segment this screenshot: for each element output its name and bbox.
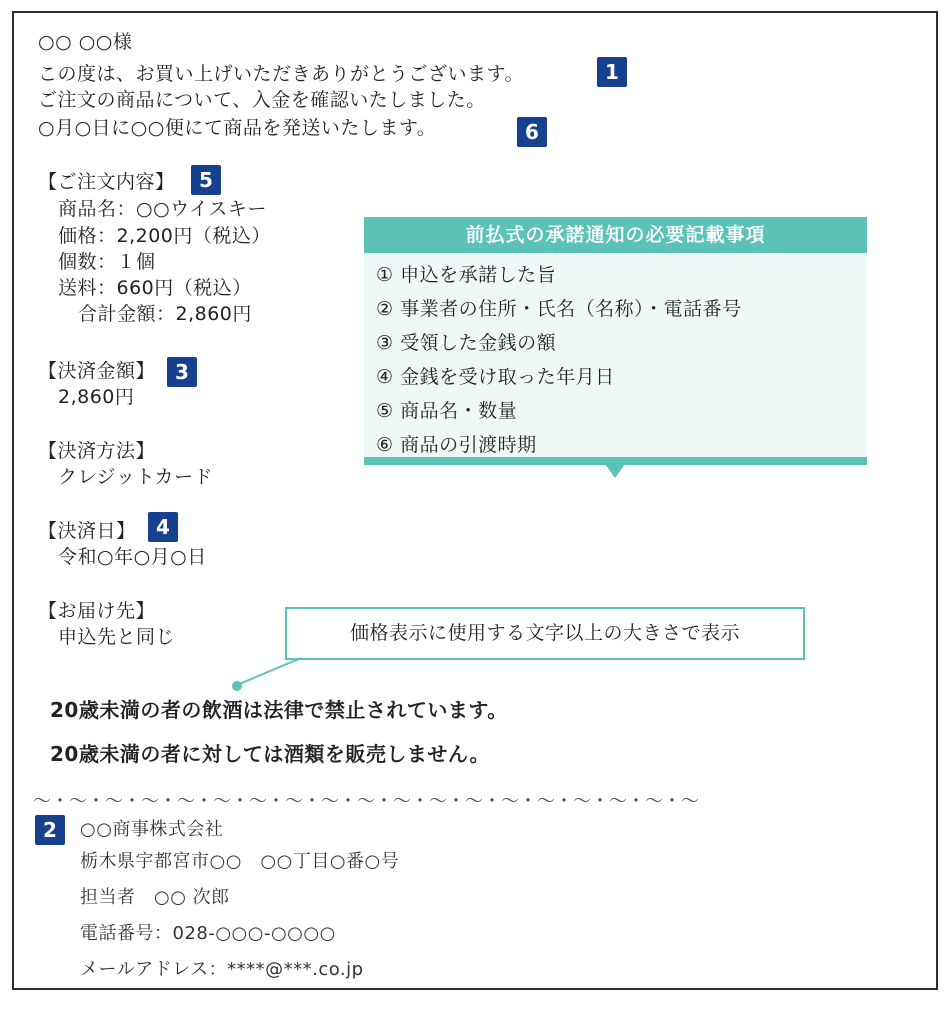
greeting-line-1: この度は、お買い上げいただきありがとうございます。 (38, 63, 524, 85)
order-total: 合計金額：2,860円 (78, 303, 252, 325)
callout-leader-line (228, 655, 308, 695)
requirements-box (364, 217, 867, 465)
badge-5: 5 (191, 165, 221, 195)
warning-line-1: 20歳未満の者の飲酒は法律で禁止されています。 (50, 698, 508, 722)
greeting-line-3: ○月○日に○○便にて商品を発送いたします。 (38, 117, 437, 139)
font-size-callout: 価格表示に使用する文字以上の大きさで表示 (285, 607, 805, 660)
warning-line-2: 20歳未満の者に対しては酒類を販売しません。 (50, 742, 491, 766)
payment-date-value: 令和○年○月○日 (58, 546, 207, 568)
order-price: 価格：2,200円（税込） (58, 225, 271, 247)
badge-2: 2 (35, 815, 65, 845)
requirements-list (364, 253, 867, 462)
payment-method-value: クレジットカード (58, 466, 213, 488)
delivery-heading: 【お届け先】 (38, 600, 156, 622)
payment-date-heading: 【決済日】 (38, 520, 136, 542)
signature-address: 栃木県宇都宮市○○ ○○丁目○番○号 (80, 851, 400, 872)
wave-divider: ～・～・～・～・～・～・～・～・～・～・～・～・～・～・～・～・～・～・～ (33, 791, 699, 812)
signature-contact: 担当者 ○○ 次郎 (80, 887, 230, 908)
requirement-item: ⑥ 商品の引渡時期 (376, 434, 537, 456)
payment-amount-value: 2,860円 (58, 386, 135, 408)
signature-phone: 電話番号：028-○○○-○○○○ (80, 923, 336, 944)
badge-1: 1 (597, 57, 627, 87)
order-shipping: 送料：660円（税込） (58, 277, 252, 299)
requirement-item: ② 事業者の住所・氏名（名称）・電話番号 (376, 298, 742, 320)
payment-amount-heading: 【決済金額】 (38, 360, 156, 382)
requirement-item: ① 申込を承諾した旨 (376, 264, 557, 286)
order-product: 商品名：○○ウイスキー (58, 198, 267, 220)
payment-method-heading: 【決済方法】 (38, 440, 156, 462)
requirement-item: ⑤ 商品名・数量 (376, 400, 518, 422)
delivery-value: 申込先と同じ (58, 626, 176, 648)
requirements-title: 前払式の承諾通知の必要記載事項 (364, 217, 867, 253)
addressee: ○○ ○○様 (38, 31, 133, 53)
badge-6: 6 (517, 117, 547, 147)
greeting-line-2: ご注文の商品について、入金を確認いたしました。 (38, 89, 486, 111)
requirement-item: ④ 金銭を受け取った年月日 (376, 366, 615, 388)
order-heading: 【ご注文内容】 (38, 171, 175, 193)
signature-email: メールアドレス：****@***.co.jp (80, 959, 364, 980)
badge-3: 3 (167, 357, 197, 387)
signature-company: ○○商事株式会社 (80, 819, 224, 840)
requirements-pointer (605, 464, 625, 478)
document-frame (12, 11, 938, 990)
badge-4: 4 (148, 512, 178, 542)
order-quantity: 個数：１個 (58, 251, 156, 273)
requirement-item: ③ 受領した金銭の額 (376, 332, 557, 354)
